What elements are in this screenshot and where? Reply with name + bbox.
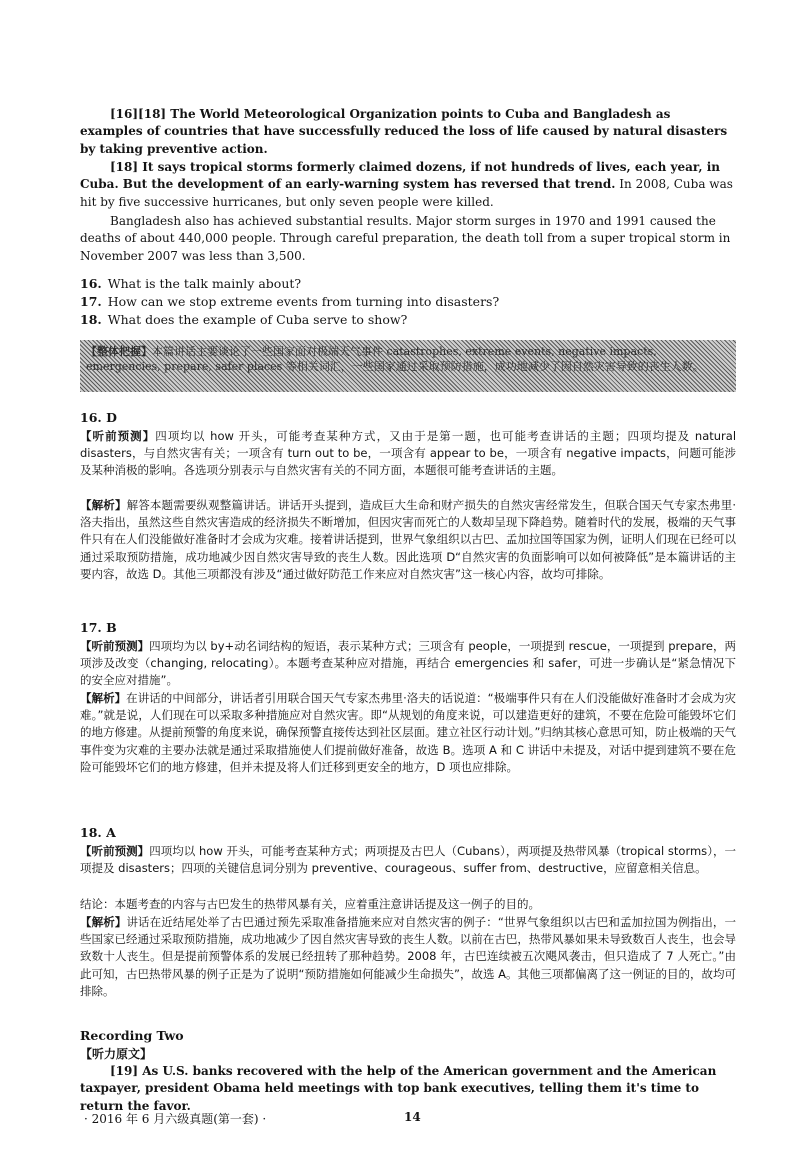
answer-18-prediction: 【听前预测】四项均以 how 开头，可能考查某种方式；两项提及古巴人（Cubans），两项提及热带风暴（tropical storms），一项提及 disasters；四项的关键信息词分别为 preventive、courageous、suffer from、destructive，应留意相关信息。	[80, 844, 737, 876]
passage-para-2-rest: In 2008, Cuba was hit by five successive hurricanes, but only seven people were killed.	[80, 177, 733, 209]
recording-two-heading: Recording Two	[80, 1028, 184, 1043]
recording-two-para: [19] As U.S. banks recovered with the help of the American government and the American taxpayer, president Obama held meetings with top bank executives, telling them it's time to return the favor.	[80, 1064, 717, 1113]
passage-para-1: [16][18] The World Meteorological Organization points to Cuba and Bangladesh as examples of countries that have successfully reduced the loss of life caused by natural disasters by taking preventive action.	[80, 107, 728, 156]
answer-18-conclusion: 结论：本题考查的内容与古巴发生的热带风暴有关，应着重注意讲话提及这一例子的目的。	[80, 897, 540, 911]
answer-17-analysis: 【解析】在讲话的中间部分，讲话者引用联合国天气专家杰弗里·洛夫的话说道：“极端事件只有在人们没能做好准备时才会成为灾难。”就是说，人们现在可以采取多种措施应对自然灾害。即“从规划的角度来说，可以建造更好的建筑，不要在危险可能毁坏它们的地方修建。从提前预警的角度来说，确保预警直接传达到社区层面。建立社区行动计划。”归纳其核心意思可知，防止极端的天气事件变为灾难的主要办法就是通过采取措施使人们提前做好准备，故选 B。选项 A 和 C 讲话中未提及，对话中提到建筑不要在危险可能毁坏它们的地方修建，但并未提及将人们迁移到更安全的地方，D 项也应排除。	[80, 691, 737, 774]
answer-16-label: 16. D	[80, 410, 117, 425]
answer-18-analysis: 【解析】讲话在近结尾处举了古巴通过预先采取准备措施来应对自然灾害的例子：“世界气象组织以古巴和孟加拉国为例指出，一些国家已经通过采取预防措施，成功地减少了因自然灾害导致的丧生人数。以前在古巴，热带风暴如果未导致数百人丧生，也会导致数十人丧生。但是提前预警体系的发展已经扭转了那种趋势。2008 年，古巴连续被五次飓风袭击，但只造成了 7 人死亡。”由此可知，古巴热带风暴的例子正是为了说明“预防措施如何能减少生命损失”，故选 A。其他三项都偏离了这一例证的目的，故均可排除。	[80, 915, 737, 998]
answer-16-analysis: 【解析】解答本题需要纵观整篇讲话。讲话开头提到，造成巨大生命和财产损失的自然灾害经常发生，但联合国天气专家杰弗里·洛夫指出，虽然这些自然灾害造成的经济损失不断增加，但因灾害而死亡的人数却呈现下降趋势。随着时代的发展，极端的天气事件只有在人们没能做好准备时才会成为灾难。接着讲话提到，世界气象组织以古巴、孟加拉国等国家为例，证明人们现在已经可以通过采取预防措施，成功地减少因自然灾害导致的丧生人数。因此选项 D“自然灾害的负面影响可以如何被降低”是本篇讲话的主要内容，故选 D。其他三项都没有涉及“通过做好防范工作来应对自然灾害”这一核心内容，故均可排除。	[80, 498, 737, 581]
page-number: 14	[404, 1110, 421, 1124]
transcript-heading: 【听力原文】	[80, 1047, 153, 1061]
answer-18-label: 18. A	[80, 825, 116, 840]
overview-box	[80, 340, 736, 392]
overview-box-title: 【整体把握】	[86, 345, 152, 358]
question-18: 18. What does the example of Cuba serve to show?	[80, 312, 408, 327]
footer-exam-title: · 2016 年 6 月六级真题(第一套) ·	[84, 1112, 267, 1126]
passage-para-2	[80, 159, 736, 211]
overview-box-text: 【整体把握】本篇讲话主要谈论了一些国家面对极端天气事件 catastrophes, extreme events, negative impacts, emergencies, prepare, safer places 等相关词汇，一些国家通过采取预防措施，成功地减少了因自然灾害导致的丧生人数。	[86, 345, 704, 373]
answer-16-prediction: 【听前预测】四项均以 how 开头，可能考查某种方式，又由于是第一题，也可能考查讲话的主题；四项均提及 natural disasters，与自然灾害有关；一项含有 turn out to be，一项含有 appear to be，一项含有 negative impacts，问题可能涉及某种消极的影响。各选项分别表示与自然灾害有关的不同方面，本题很可能考查讲话的主题。	[80, 429, 737, 478]
passage-para-3: Bangladesh also has achieved substantial results. Major storm surges in 1970 and 1991 caused the deaths of about 440,000 people. Through careful preparation, the death toll from a super tropical storm in November 2007 was less than 3,500.	[80, 214, 731, 263]
answer-17-prediction: 【听前预测】四项均为以 by+动名词结构的短语，表示某种方式；三项含有 people，一项提到 rescue，一项提到 prepare，两项涉及改变（changing, relocating）。本题考查某种应对措施，再结合 emergencies 和 safer，可进一步确认是“紧急情况下的安全应对措施”。	[80, 639, 736, 688]
question-17: 17. How can we stop extreme events from turning into disasters?	[80, 294, 500, 309]
answer-17-label: 17. B	[80, 620, 117, 635]
question-16: 16. What is the talk mainly about?	[80, 276, 302, 291]
passage-para-2-bold: [18] It says tropical storms formerly claimed dozens, if not hundreds of lives, each year, in Cuba. But the development of an early-warning system has reversed that trend.	[80, 160, 720, 192]
